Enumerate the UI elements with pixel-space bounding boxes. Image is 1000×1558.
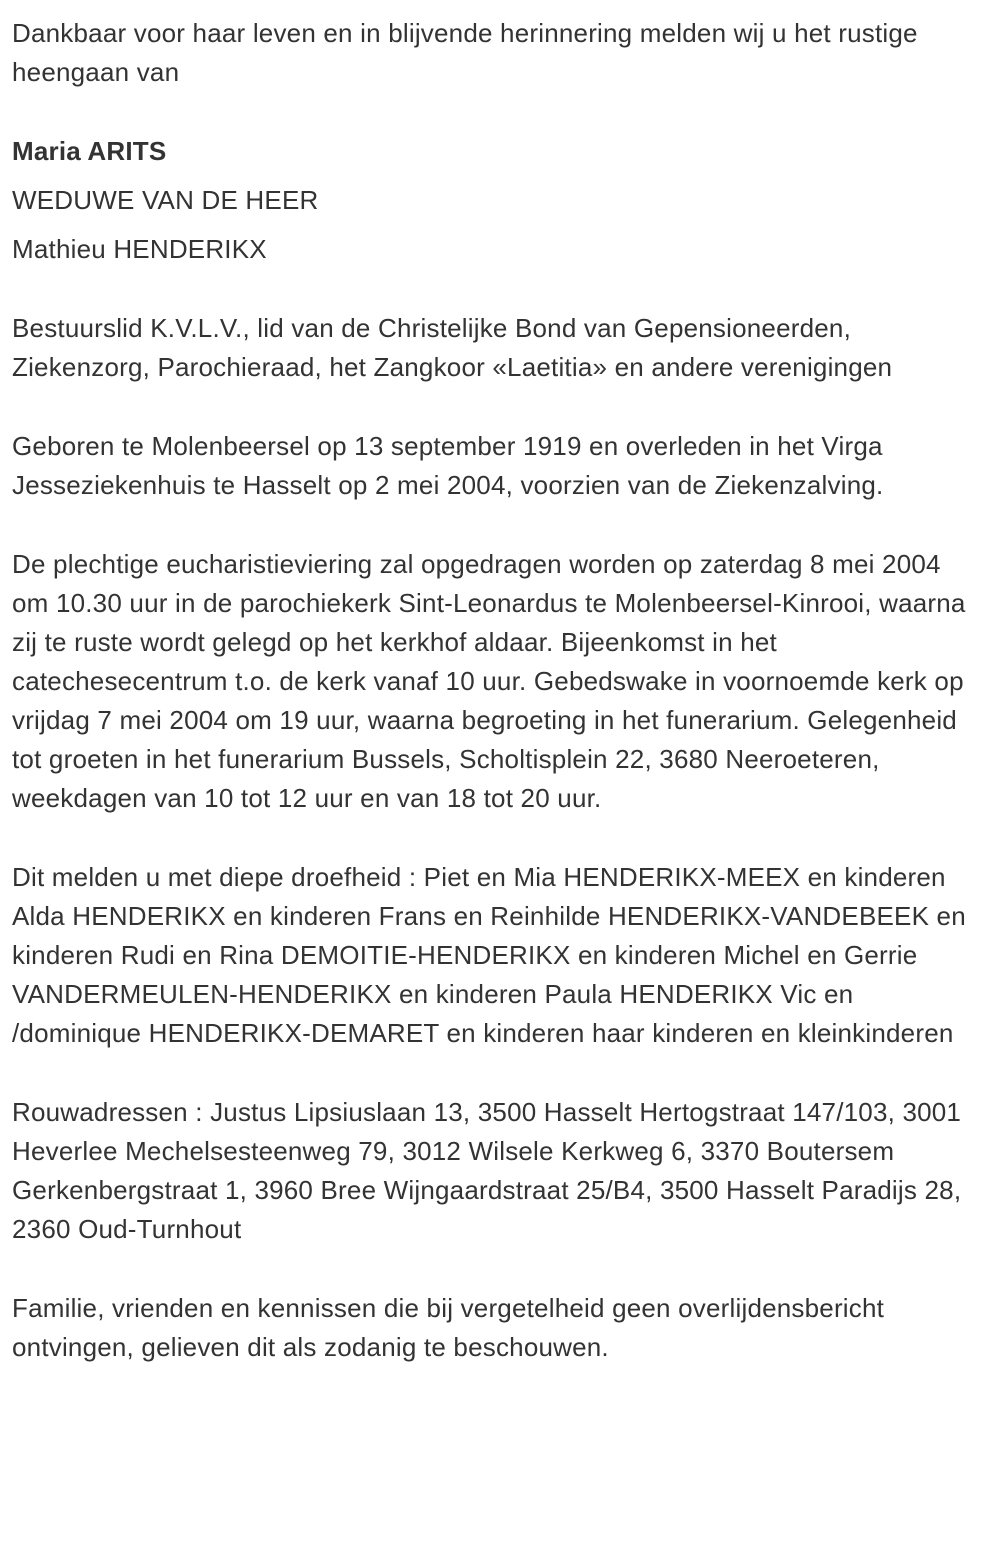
mourning-addresses-text: Rouwadressen : Justus Lipsiuslaan 13, 3500 Hasselt Hertogstraat 147/103, 3001 Heverlee Mechelsesteenweg 79, 3012 Wilsele Kerkweg 6, 3370 Boutersem Gerkenbergstraat 1, 3960 Bree Wijngaardstraat 25/B4, 3500 Hasselt Paradijs 28, 2360 Oud-Turnhout (12, 1097, 962, 1244)
deceased-name: Maria ARITS (12, 136, 167, 166)
closing-note-text: Familie, vrienden en kennissen die bij vergetelheid geen overlijdensbericht ontvingen, gelieven dit als zodanig te beschouwen. (12, 1293, 885, 1362)
funeral-details-text: De plechtige eucharistieviering zal opgedragen worden op zaterdag 8 mei 2004 om 10.30 uur in de parochiekerk Sint-Leonardus te Molenbeersel-Kinrooi, waarna zij te ruste wordt gelegd op het kerkhof aldaar. Bijeenkomst in het catechesecentrum t.o. de kerk vanaf 10 uur. Gebedswake in voornoemde kerk op vrijdag 7 mei 2004 om 19 uur, waarna begroeting in het funerarium. Gelegenheid tot groeten in het funerarium Bussels, Scholtisplein 22, 3680 Neeroeteren, weekdagen van 10 tot 12 uur en van 18 tot 20 uur. (12, 549, 966, 813)
birth-death-text: Geboren te Molenbeersel op 13 september 1919 en overleden in het Virga Jesseziekenhuis te Hasselt op 2 mei 2004, voorzien van de Ziekenzalving. (12, 431, 884, 500)
family-announcement-text: Dit melden u met diepe droefheid : Piet en Mia HENDERIKX-MEEX en kinderen Alda HENDERIKX en kinderen Frans en Reinhilde HENDERIKX-VANDEBEEK en kinderen Rudi en Rina DEMOITIE-HENDERIKX en kinderen Michel en Gerrie VANDERMEULEN-HENDERIKX en kinderen Paula HENDERIKX Vic en /dominique HENDERIKX-DEMARET en kinderen haar kinderen en kleinkinderen (12, 862, 966, 1048)
husband-name: Mathieu HENDERIKX (12, 234, 267, 264)
widow-line: WEDUWE VAN DE HEER (12, 185, 319, 215)
memberships-text: Bestuurslid K.V.L.V., lid van de Christelijke Bond van Gepensioneerden, Ziekenzorg, Parochieraad, het Zangkoor «Laetitia» en andere verenigingen (12, 313, 893, 382)
intro-text: Dankbaar voor haar leven en in blijvende herinnering melden wij u het rustige heengaan van (12, 18, 918, 87)
